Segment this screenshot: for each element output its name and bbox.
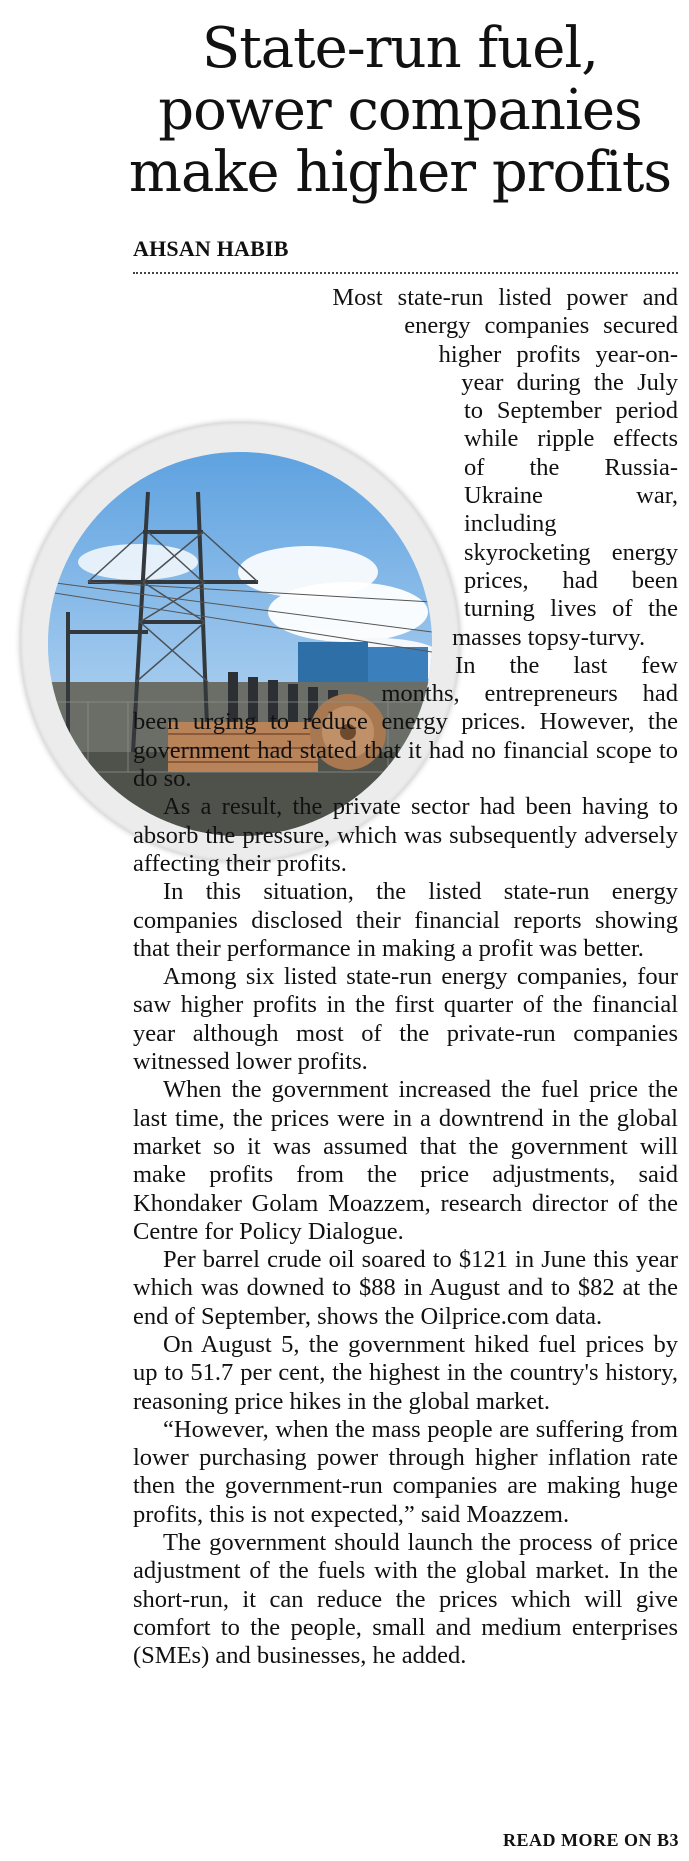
article-body bbox=[133, 284, 678, 1671]
paragraph: In the last few months, entrepreneurs had been urging to reduce energy prices. However, the government had stated that it had no financial scope to do so. bbox=[133, 651, 678, 793]
photo-text-wrap bbox=[18, 284, 458, 724]
headline-line: power companies bbox=[158, 78, 642, 143]
paragraph: In this situation, the listed state-run energy companies disclosed their financial reports showing that their performance in making a profit was better. bbox=[133, 878, 678, 962]
paragraph: As a result, the private sector had been having to absorb the pressure, which was subsequently adversely affecting their profits. bbox=[133, 793, 678, 877]
paragraph: Per barrel crude oil soared to $121 in June this year which was downed to $88 in August and to $82 at the end of September, shows the Oilprice.com data. bbox=[133, 1246, 678, 1330]
headline-line: State-run fuel, bbox=[201, 16, 599, 81]
headline bbox=[120, 18, 680, 204]
paragraph: The government should launch the process of price adjustment of the fuels with the global market. In the short-run, it can reduce the prices which will give comfort to the people, small and medium enterprises (SMEs) and businesses, he added. bbox=[133, 1529, 678, 1670]
paragraph: Among six listed state-run energy companies, four saw higher profits in the first quarter of the financial year although most of the private-run companies witnessed lower profits. bbox=[133, 963, 678, 1076]
headline-line: make higher profits bbox=[128, 140, 672, 205]
byline: AHSAN HABIB bbox=[133, 236, 289, 261]
paragraph: On August 5, the government hiked fuel prices by up to 51.7 per cent, the highest in the country's history, reasoning price hikes in the global market. bbox=[133, 1330, 678, 1415]
paragraph: Most state-run listed power and energy companies secured higher profits year-on-year during the July to September period while ripple effects of the Russia-Ukraine war, including skyrocketing energy prices, had been turning lives of the masses topsy-turvy. bbox=[332, 284, 678, 651]
read-more-link[interactable]: READ MORE ON B3 bbox=[502, 1830, 679, 1850]
paragraph: When the government increased the fuel price the last time, the prices were in a downtrend in the global market so it was assumed that the government will make profits from the price adjustments, said Khondaker Golam Moazzem, research director of the Centre for Policy Dialogue. bbox=[133, 1076, 678, 1245]
paragraph: “However, when the mass people are suffering from lower purchasing power through higher inflation rate then the government-run companies are making huge profits, this is not expected,” said Moazzem. bbox=[133, 1415, 678, 1528]
dotted-divider bbox=[133, 272, 678, 274]
